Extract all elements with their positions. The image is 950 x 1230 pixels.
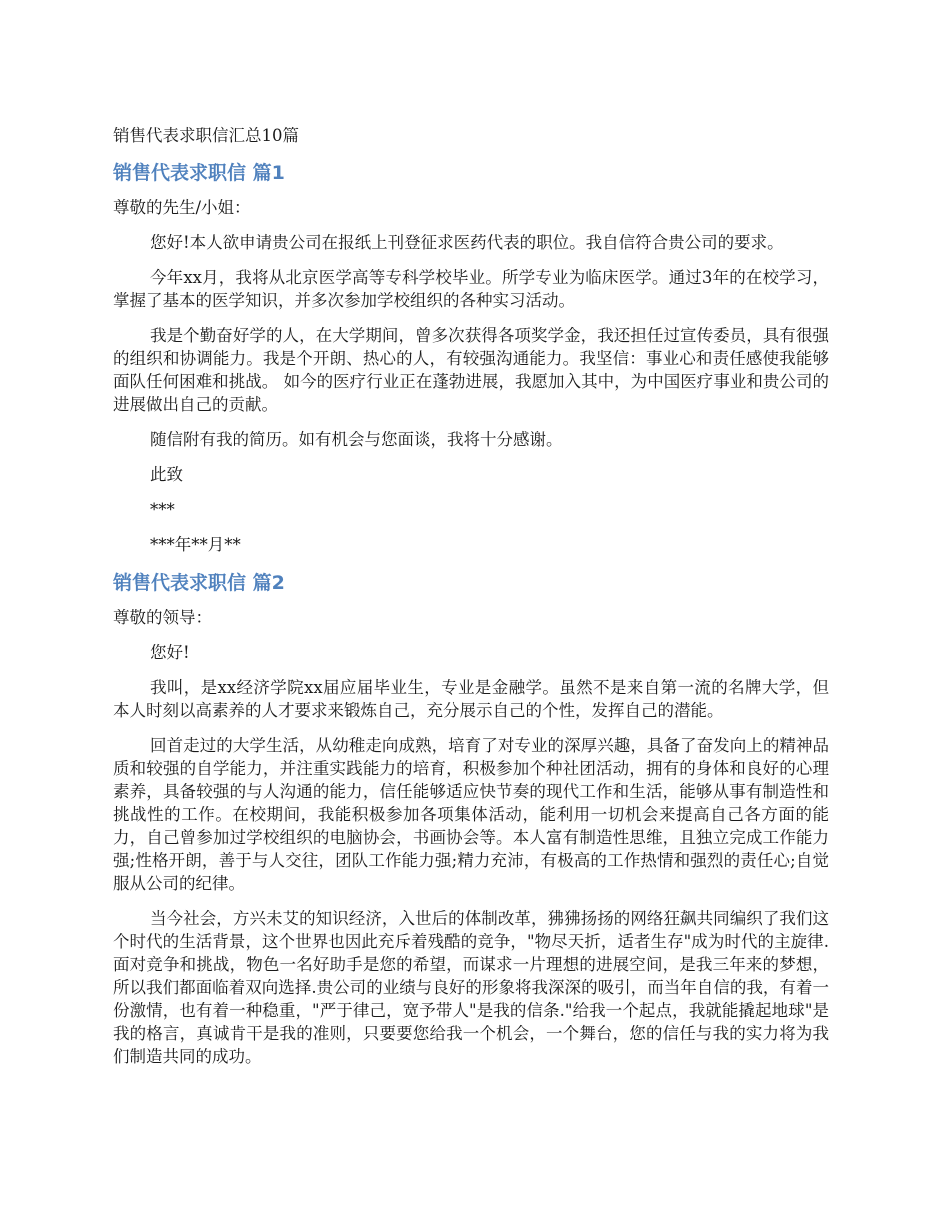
section-heading: 销售代表求职信 篇2 xyxy=(113,572,285,594)
paragraph: 回首走过的大学生活，从幼稚走向成熟，培育了对专业的深厚兴趣，具备了奋发向上的精神品质和较强的自学能力，并注重实践能力的培育，积极参加个种社团活动，拥有的身体和良好的心理素养，具备较强的与人沟通的能力，信任能够适应快节奏的现代工作和生活，能够从事有制造性和挑战性的工作。在校期间，我能积极参加各项集体活动，能利用一切机会来提高自己各方面的能力，自己曾参加过学校组织的电脑协会，书画协会等。本人富有制造性思维，且独立完成工作能力强;性格开朗，善于与人交往，团队工作能力强;精力充沛，有极高的工作热情和强烈的责任心;自觉服从公司的纪律。 xyxy=(113,736,829,893)
date: ***年**月** xyxy=(150,535,241,554)
paragraph: 今年xx月，我将从北京医学高等专科学校毕业。所学专业为临床医学。通过3年的在校学习，掌握了基本的医学知识，并多次参加学校组织的各种实习活动。 xyxy=(113,268,829,310)
letter-section-1 xyxy=(113,160,829,556)
paragraph: 随信附有我的简历。如有机会与您面谈，我将十分感谢。 xyxy=(150,430,563,449)
paragraph: 您好!本人欲申请贵公司在报纸上刊登征求医药代表的职位。我自信符合贵公司的要求。 xyxy=(150,233,784,252)
salutation: 尊敬的先生/小姐： xyxy=(113,198,251,217)
paragraph: 我是个勤奋好学的人，在大学期间，曾多次获得各项奖学金，我还担任过宣传委员，具有很强的组织和协调能力。我是个开朗、热心的人，有较强沟通能力。我坚信：事业心和责任感使我能够面队任何困难和挑战。 如今的医疗行业正在蓬勃进展，我愿加入其中，为中国医疗事业和贵公司的进展做出自己的贡献。 xyxy=(113,326,829,414)
paragraph: 您好! xyxy=(150,643,190,662)
letter-section-2 xyxy=(113,570,829,1068)
signature: *** xyxy=(150,500,175,519)
document-title: 销售代表求职信汇总10篇 xyxy=(113,126,299,145)
section-heading: 销售代表求职信 篇1 xyxy=(113,162,285,184)
paragraph: 我叫，是xx经济学院xx届应届毕业生，专业是金融学。虽然不是来自第一流的名牌大学，但本人时刻以高素养的人才要求来锻炼自己，充分展示自己的个性，发挥自己的潜能。 xyxy=(113,678,829,720)
paragraph: 当今社会，方兴未艾的知识经济，入世后的体制改革，狒狒扬扬的网络狂飙共同编织了我们这个时代的生活背景，这个世界也因此充斥着残酷的竞争，"物尽天折，适者生存"成为时代的主旋律.面对竞争和挑战，物色一名好助手是您的希望，而谋求一片理想的进展空间，是我三年来的梦想，所以我们都面临着双向选择.贵公司的业绩与良好的形象将我深深的吸引，而当年自信的我，有着一份激情，也有着一种稳重，"严于律己，宽予带人"是我的信条."给我一个起点，我就能撬起地球"是我的格言，真诚肯干是我的准则，只要要您给我一个机会，一个舞台，您的信任与我的实力将为我们制造共同的成功。 xyxy=(113,909,829,1066)
closing: 此致 xyxy=(150,465,183,484)
salutation: 尊敬的领导： xyxy=(113,608,212,627)
document-page xyxy=(113,124,829,1080)
